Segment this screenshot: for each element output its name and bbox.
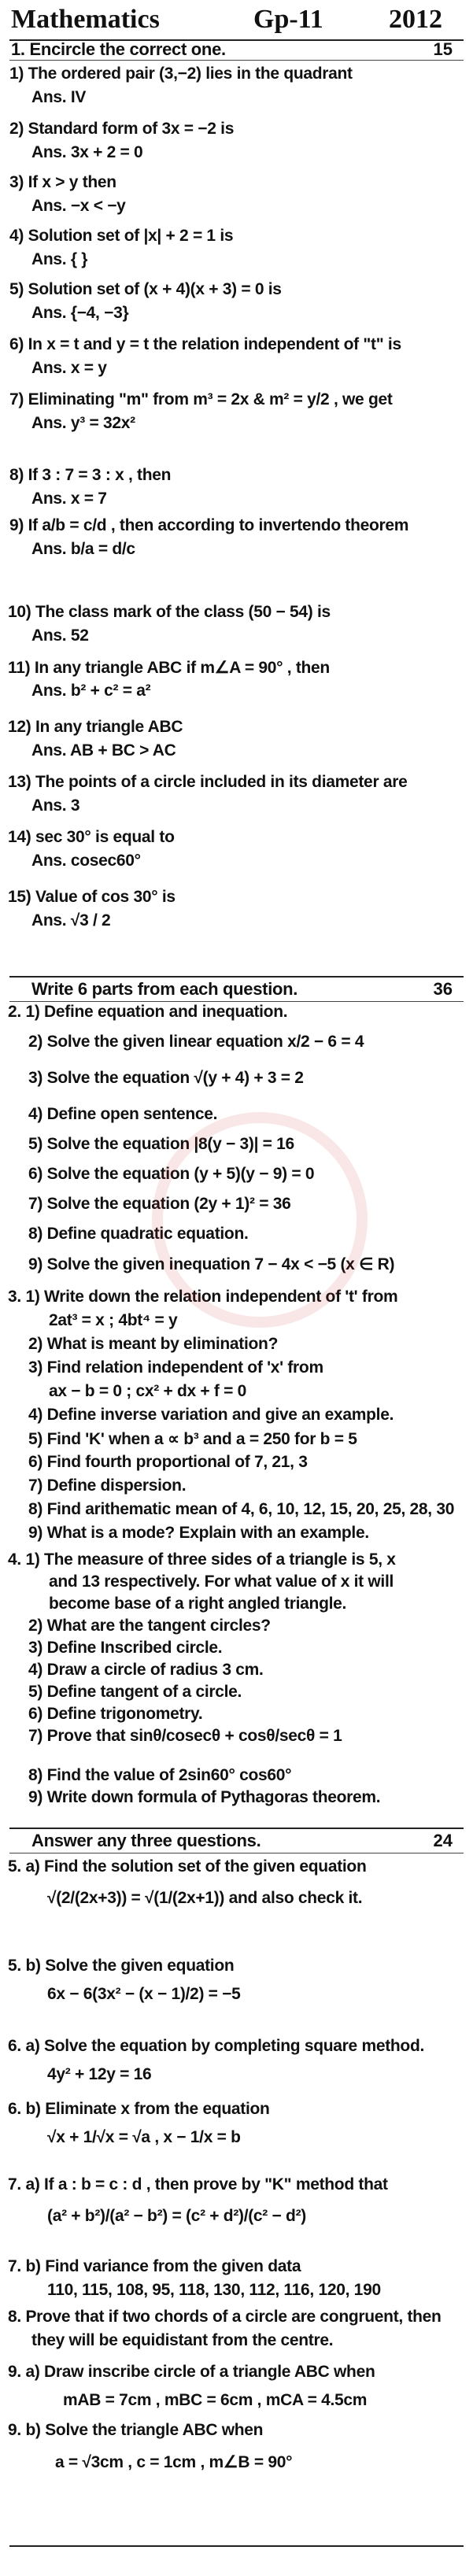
- subject-title: Mathematics: [11, 5, 160, 34]
- q2-part-3: 3) Solve the equation √(y + 4) + 3 = 2: [28, 1069, 304, 1087]
- q3-part-2: 2at³ = x ; 4bt⁴ = y: [49, 1311, 178, 1329]
- q4-part-6: 4) Draw a circle of radius 3 cm.: [28, 1661, 264, 1679]
- long-question-line-7: 6. b) Eliminate x from the equation: [8, 2100, 270, 2118]
- section1-rule: [9, 60, 464, 61]
- long-question-line-8: √x + 1/√x = √a , x − 1/x = b: [47, 2128, 241, 2146]
- mcq-answer-4: Ans. { }: [31, 250, 88, 268]
- long-question-line-2: √(2/(2x+3)) = √(1/(2x+1)) and also check it.: [47, 1889, 363, 1907]
- section2-instruction: Write 6 parts from each question.: [31, 979, 298, 999]
- mcq-question-3: 3) If x > y then: [9, 173, 116, 191]
- section1-marks: 15: [433, 39, 453, 59]
- mcq-question-8: 8) If 3 : 7 = 3 : x , then: [9, 466, 172, 484]
- mcq-question-7: 7) Eliminating "m" from m³ = 2x & m² = y/2 , we get: [9, 390, 393, 408]
- q3-part-11: 9) What is a mode? Explain with an example.: [28, 1524, 369, 1542]
- mcq-question-10: 10) The class mark of the class (50 − 54) is: [8, 603, 331, 621]
- mcq-answer-12: Ans. AB + BC > AC: [31, 741, 176, 759]
- long-question-line-4: 6x − 6(3x² − (x − 1)/2) = −5: [47, 1985, 241, 2003]
- q4-part-7: 5) Define tangent of a circle.: [28, 1683, 242, 1701]
- mcq-answer-13: Ans. 3: [31, 796, 80, 815]
- q3-part-5: ax − b = 0 ; cx² + dx + f = 0: [49, 1382, 247, 1400]
- mcq-answer-10: Ans. 52: [31, 626, 89, 645]
- section2-rule-top: [9, 976, 464, 978]
- section2-rule: [9, 1001, 464, 1002]
- q2-part-4: 4) Define open sentence.: [28, 1105, 218, 1123]
- q2-part-7: 7) Solve the equation (2y + 1)² = 36: [28, 1195, 291, 1213]
- q2-part-8: 8) Define quadratic equation.: [28, 1225, 249, 1243]
- mcq-answer-5: Ans. {−4, −3}: [31, 304, 129, 322]
- mcq-question-1: 1) The ordered pair (3,−2) lies in the quadrant: [9, 65, 353, 83]
- q3-part-8: 6) Find fourth proportional of 7, 21, 3: [28, 1453, 308, 1471]
- q2-part-5: 5) Solve the equation |8(y − 3)| = 16: [28, 1135, 294, 1153]
- mcq-question-9: 9) If a/b = c/d , then according to invertendo theorem: [9, 516, 409, 534]
- q3-part-6: 4) Define inverse variation and give an example.: [28, 1406, 394, 1424]
- long-question-line-16: mAB = 7cm , mBC = 6cm , mCA = 4.5cm: [63, 2391, 368, 2409]
- group-label: Gp-11: [253, 5, 323, 34]
- q3-part-3: 2) What is meant by elimination?: [28, 1335, 279, 1353]
- q3-part-10: 8) Find arithematic mean of 4, 6, 10, 12, 15, 20, 25, 28, 30: [28, 1500, 455, 1518]
- mcq-question-12: 12) In any triangle ABC: [8, 718, 183, 736]
- mcq-answer-1: Ans. IV: [31, 88, 87, 106]
- long-question-line-15: 9. a) Draw inscribe circle of a triangle ABC when: [8, 2363, 375, 2381]
- q4-part-10: 8) Find the value of 2sin60° cos60°: [28, 1766, 292, 1784]
- section3-instruction: Answer any three questions.: [31, 1831, 261, 1850]
- mcq-answer-14: Ans. cosec60°: [31, 852, 141, 870]
- mcq-answer-6: Ans. x = y: [31, 359, 107, 377]
- q3-part-1: 3. 1) Write down the relation independent of 't' from: [8, 1288, 398, 1306]
- section3-rule-top: [9, 1828, 464, 1829]
- q2-part-9: 9) Solve the given inequation 7 − 4x < −5 (x ∈ R): [28, 1255, 395, 1273]
- long-question-line-18: a = √3cm , c = 1cm , m∠B = 90°: [55, 2453, 293, 2471]
- q3-part-9: 7) Define dispersion.: [28, 1476, 187, 1495]
- q4-part-8: 6) Define trigonometry.: [28, 1705, 203, 1723]
- q4-part-1: 4. 1) The measure of three sides of a triangle is 5, x: [8, 1550, 396, 1569]
- q4-part-9: 7) Prove that sinθ/cosecθ + cosθ/secθ = 1: [28, 1727, 342, 1745]
- long-question-line-12: 110, 115, 108, 95, 118, 130, 112, 116, 120, 190: [47, 2281, 381, 2299]
- long-question-line-9: 7. a) If a : b = c : d , then prove by "K" method that: [8, 2175, 388, 2193]
- mcq-answer-7: Ans. y³ = 32x²: [31, 414, 135, 432]
- mcq-answer-9: Ans. b/a = d/c: [31, 540, 135, 558]
- mcq-question-15: 15) Value of cos 30° is: [8, 888, 176, 906]
- long-question-line-14: they will be equidistant from the centre.: [31, 2331, 334, 2349]
- long-question-line-11: 7. b) Find variance from the given data: [8, 2257, 301, 2275]
- q4-part-2: and 13 respectively. For what value of x it will: [49, 1573, 394, 1591]
- section1-instruction: 1. Encircle the correct one.: [11, 39, 226, 59]
- section2-marks: 36: [433, 979, 453, 999]
- mcq-question-13: 13) The points of a circle included in its diameter are: [8, 773, 408, 791]
- long-question-line-3: 5. b) Solve the given equation: [8, 1957, 235, 1975]
- mcq-question-5: 5) Solution set of (x + 4)(x + 3) = 0 is: [9, 280, 282, 298]
- mcq-question-2: 2) Standard form of 3x = −2 is: [9, 120, 235, 138]
- footer-rule: [9, 2545, 464, 2547]
- q4-part-4: 2) What are the tangent circles?: [28, 1617, 271, 1635]
- long-question-line-1: 5. a) Find the solution set of the given equation: [8, 1857, 367, 1876]
- q4-part-5: 3) Define Inscribed circle.: [28, 1639, 223, 1657]
- q4-part-11: 9) Write down formula of Pythagoras theorem.: [28, 1788, 381, 1806]
- long-question-line-6: 4y² + 12y = 16: [47, 2065, 152, 2083]
- mcq-question-6: 6) In x = t and y = t the relation independent of "t" is: [9, 335, 401, 353]
- mcq-question-11: 11) In any triangle ABC if m∠A = 90° , then: [8, 659, 330, 677]
- long-question-line-5: 6. a) Solve the equation by completing square method.: [8, 2037, 425, 2055]
- q3-part-4: 3) Find relation independent of 'x' from: [28, 1358, 323, 1377]
- q3-part-7: 5) Find 'K' when a ∝ b³ and a = 250 for b = 5: [28, 1430, 357, 1448]
- mcq-answer-15: Ans. √3 / 2: [31, 911, 111, 930]
- q4-part-3: become base of a right angled triangle.: [49, 1595, 347, 1613]
- long-question-line-13: 8. Prove that if two chords of a circle are congruent, then: [8, 2308, 442, 2326]
- mcq-answer-3: Ans. −x < −y: [31, 197, 126, 215]
- year-label: 2012: [389, 5, 442, 34]
- mcq-answer-8: Ans. x = 7: [31, 490, 107, 508]
- q2-part-1: 2. 1) Define equation and inequation.: [8, 1003, 288, 1021]
- section3-marks: 24: [433, 1831, 453, 1850]
- mcq-answer-2: Ans. 3x + 2 = 0: [31, 143, 143, 161]
- mcq-answer-11: Ans. b² + c² = a²: [31, 682, 151, 700]
- mcq-question-14: 14) sec 30° is equal to: [8, 828, 175, 846]
- q2-part-6: 6) Solve the equation (y + 5)(y − 9) = 0: [28, 1165, 315, 1183]
- long-question-line-10: (a² + b²)/(a² − b²) = (c² + d²)/(c² − d²): [47, 2207, 306, 2225]
- q2-part-2: 2) Solve the given linear equation x/2 − 6 = 4: [28, 1033, 364, 1051]
- mcq-question-4: 4) Solution set of |x| + 2 = 1 is: [9, 227, 234, 245]
- long-question-line-17: 9. b) Solve the triangle ABC when: [8, 2421, 264, 2439]
